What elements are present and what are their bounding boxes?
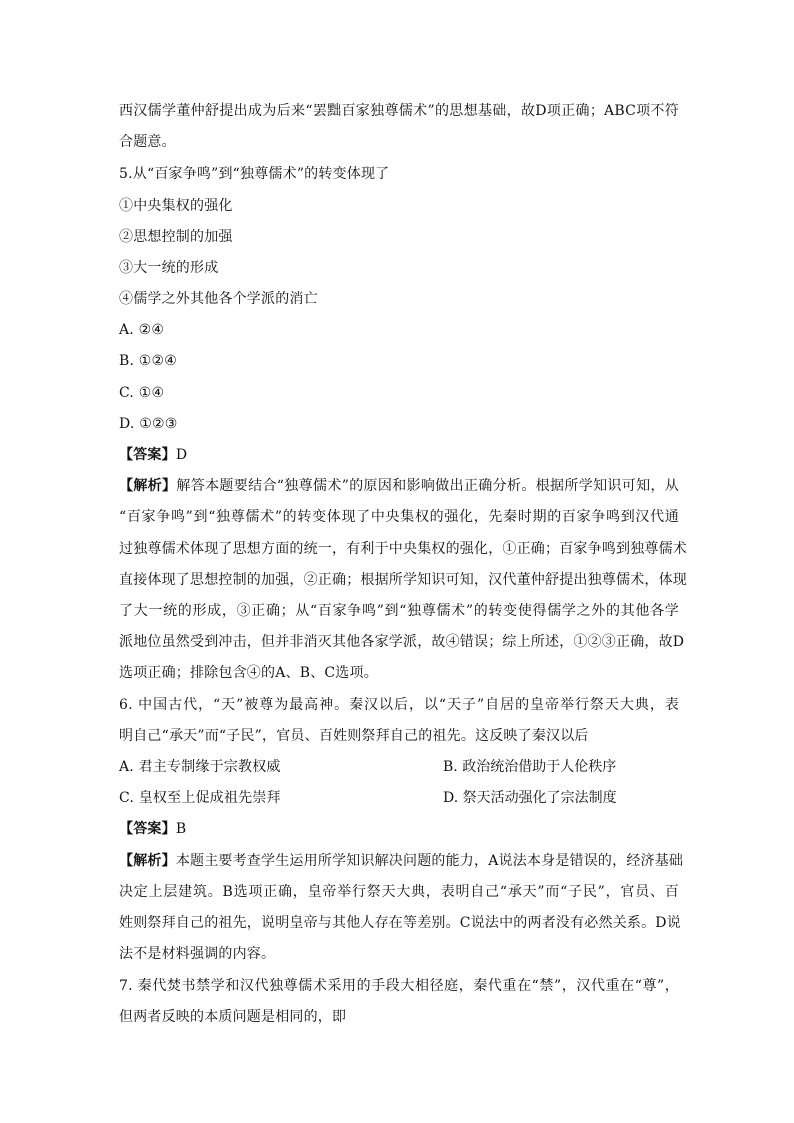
- analysis-text: 解答本题要结合“独尊儒术”的原因和影响做出正确分析。根据所学知识可知，从: [176, 478, 679, 494]
- q5-statement-2: ②思想控制的加强: [119, 229, 233, 245]
- q5-statement-4: ④儒学之外其他各个学派的消亡: [119, 291, 318, 307]
- q5-statement-1: ①中央集权的强化: [119, 198, 233, 214]
- q6-analysis-line-1: [119, 851, 684, 871]
- question-5-stem: 5.从“百家争鸣”到“独尊儒术”的转变体现了: [119, 166, 390, 182]
- q6-analysis-line-3: 姓则祭拜自己的祖先，说明皇帝与其他人存在等差别。C说法中的两者没有必然关系。D说: [119, 915, 681, 931]
- q6-analysis-line-2: 决定上层建筑。B选项正确，皇帝举行祭天大典，表明自己“承天”而“子民”，官员、百: [119, 884, 679, 900]
- answer-value: B: [175, 821, 187, 837]
- q5-analysis-line-4: 直接体现了思想控制的加强，②正确；根据所学知识可知，汉代董仲舒提出独尊儒术，体现: [119, 572, 687, 588]
- analysis-tag: 【解析】: [119, 853, 176, 869]
- q6-option-b: B. 政治统治借助于人伦秩序: [443, 759, 617, 775]
- q5-option-c: C. ①④: [119, 385, 165, 401]
- q5-option-a: A. ②④: [119, 322, 165, 338]
- q6-answer: [119, 819, 679, 839]
- q6-analysis-line-4: 法不是材料强调的内容。: [119, 946, 276, 962]
- q5-analysis-line-5: 了大一统的形成，③正确；从“百家争鸣”到“独尊儒术”的转变使得儒学之外的其他各学: [119, 603, 679, 619]
- q5-answer: [119, 445, 679, 465]
- question-7-stem-line-1: 7. 秦代焚书禁学和汉代独尊儒术采用的手段大相径庭，秦代重在“禁”，汉代重在“尊”，: [119, 978, 679, 994]
- answer-tag: 【答案】: [119, 447, 176, 463]
- question-7-stem-line-2: 但两者反映的本质问题是相同的，即: [119, 1009, 347, 1025]
- prev-explanation-line-1: 西汉儒学董仲舒提出成为后来“罢黜百家独尊儒术”的思想基础，故D项正确；ABC项不符: [119, 103, 679, 119]
- q5-analysis-line-6: 派地位虽然受到冲击，但并非消灭其他各家学派，故④错误；综上所述，①②③正确，故D: [119, 634, 685, 650]
- q5-analysis-line-3: 过独尊儒术体现了思想方面的统一，有利于中央集权的强化，①正确；百家争鸣到独尊儒术: [119, 541, 687, 557]
- q6-option-d: D. 祭天活动强化了宗法制度: [443, 790, 617, 806]
- q5-analysis-line-2: “百家争鸣”到“独尊儒术”的转变体现了中央集权的强化，先秦时期的百家争鸣到汉代通: [119, 509, 679, 525]
- analysis-tag: 【解析】: [119, 478, 177, 494]
- q5-analysis-line-7: 选项正确；排除包含④的A、B、C选项。: [119, 665, 378, 681]
- question-6-stem-line-2: 明自己“承天”而“子民”，官员、百姓则祭拜自己的祖先。这反映了秦汉以后: [119, 728, 589, 744]
- q5-option-b: B. ①②④: [119, 353, 178, 369]
- answer-value: D: [175, 447, 188, 463]
- q5-statement-3: ③大一统的形成: [119, 260, 219, 276]
- q6-option-c: C. 皇权至上促成祖先崇拜: [119, 790, 281, 806]
- q5-option-d: D. ①②③: [119, 416, 178, 432]
- q6-option-a: A. 君主专制缘于宗教权威: [119, 759, 281, 775]
- q5-analysis-line-1: [119, 476, 679, 496]
- question-6-stem-line-1: 6. 中国古代，“天”被尊为最高神。秦汉以后，以“天子”自居的皇帝举行祭天大典，表: [119, 697, 679, 713]
- analysis-text: 本题主要考查学生运用所学知识解决问题的能力，A说法本身是错误的，经济基础: [175, 853, 684, 869]
- answer-tag: 【答案】: [119, 821, 176, 837]
- prev-explanation-line-2: 合题意。: [119, 134, 176, 150]
